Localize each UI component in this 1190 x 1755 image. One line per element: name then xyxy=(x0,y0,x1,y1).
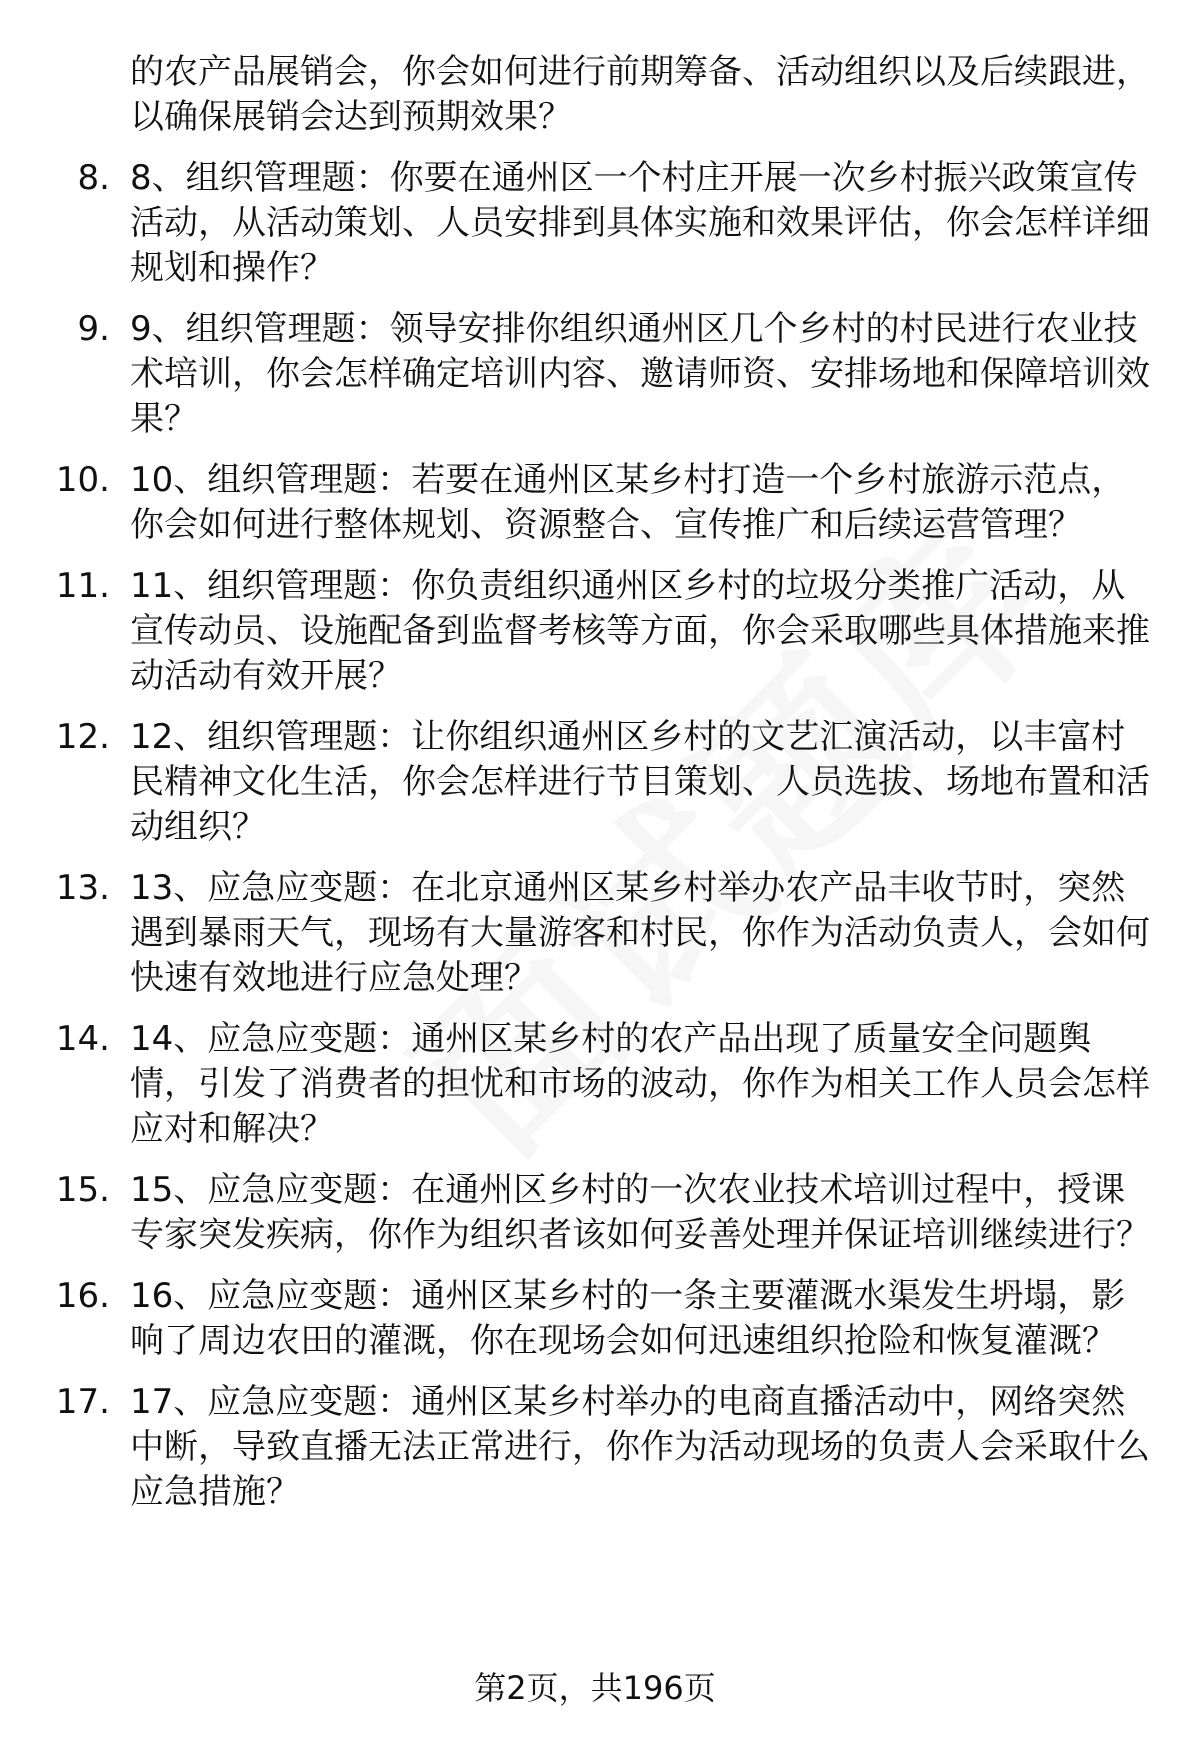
list-item xyxy=(0,564,1190,699)
item-text: 14、应急应变题：通州区某乡村的农产品出现了质量安全问题舆情，引发了消费者的担忧和市场的波动，你作为相关工作人员会怎样应对和解决？ xyxy=(130,1019,1150,1149)
list-item xyxy=(0,458,1190,548)
list-item xyxy=(0,156,1190,291)
item-text: 16、应急应变题：通州区某乡村的一条主要灌溉水渠发生坍塌，影响了周边农田的灌溉，你在现场会如何迅速组织抢险和恢复灌溉？ xyxy=(130,1276,1126,1361)
item-number: 17. xyxy=(55,1382,110,1422)
item-text: 11、组织管理题：你负责组织通州区乡村的垃圾分类推广活动，从宣传动员、设施配备到监督考核等方面，你会采取哪些具体措施来推动活动有效开展？ xyxy=(130,566,1150,696)
item-text: 10、组织管理题：若要在通州区某乡村打造一个乡村旅游示范点，你会如何进行整体规划、资源整合、宣传推广和后续运营管理？ xyxy=(130,460,1126,545)
item-number: 16. xyxy=(55,1276,110,1316)
item-text: 17、应急应变题：通州区某乡村举办的电商直播活动中，网络突然中断，导致直播无法正常进行，你作为活动现场的负责人会采取什么应急措施？ xyxy=(130,1382,1150,1512)
item-number: 9. xyxy=(77,309,110,349)
list-item xyxy=(0,866,1190,1001)
item-text: 12、组织管理题：让你组织通州区乡村的文艺汇演活动，以丰富村民精神文化生活，你会怎样进行节目策划、人员选拔、场地布置和活动组织？ xyxy=(130,717,1150,847)
item-number: 14. xyxy=(55,1019,110,1059)
continuation-paragraph xyxy=(0,50,1190,140)
item-number: 15. xyxy=(55,1170,110,1210)
item-text: 9、组织管理题：领导安排你组织通州区几个乡村的村民进行农业技术培训，你会怎样确定培训内容、邀请师资、安排场地和保障培训效果？ xyxy=(130,309,1150,439)
item-number: 13. xyxy=(55,868,110,908)
item-number: 12. xyxy=(55,717,110,757)
question-list xyxy=(0,50,1190,1515)
list-item xyxy=(0,1017,1190,1152)
list-item xyxy=(0,307,1190,442)
continuation-text: 的农产品展销会，你会如何进行前期筹备、活动组织以及后续跟进，以确保展销会达到预期效果？ xyxy=(130,52,1150,137)
list-item xyxy=(0,1274,1190,1364)
item-text: 13、应急应变题：在北京通州区某乡村举办农产品丰收节时，突然遇到暴雨天气，现场有大量游客和村民，你作为活动负责人，会如何快速有效地进行应急处理？ xyxy=(130,868,1150,998)
item-number: 8. xyxy=(77,158,110,198)
item-number: 11. xyxy=(55,566,110,606)
page-footer: 第2页，共196页 xyxy=(474,1669,716,1707)
item-text: 8、组织管理题：你要在通州区一个村庄开展一次乡村振兴政策宣传活动，从活动策划、人员安排到具体实施和效果评估，你会怎样详细规划和操作？ xyxy=(130,158,1150,288)
list-item xyxy=(0,1380,1190,1515)
list-item xyxy=(0,715,1190,850)
item-number: 10. xyxy=(55,460,110,500)
list-item xyxy=(0,1168,1190,1258)
item-text: 15、应急应变题：在通州区乡村的一次农业技术培训过程中，授课专家突发疾病，你作为组织者该如何妥善处理并保证培训继续进行？ xyxy=(130,1170,1150,1255)
